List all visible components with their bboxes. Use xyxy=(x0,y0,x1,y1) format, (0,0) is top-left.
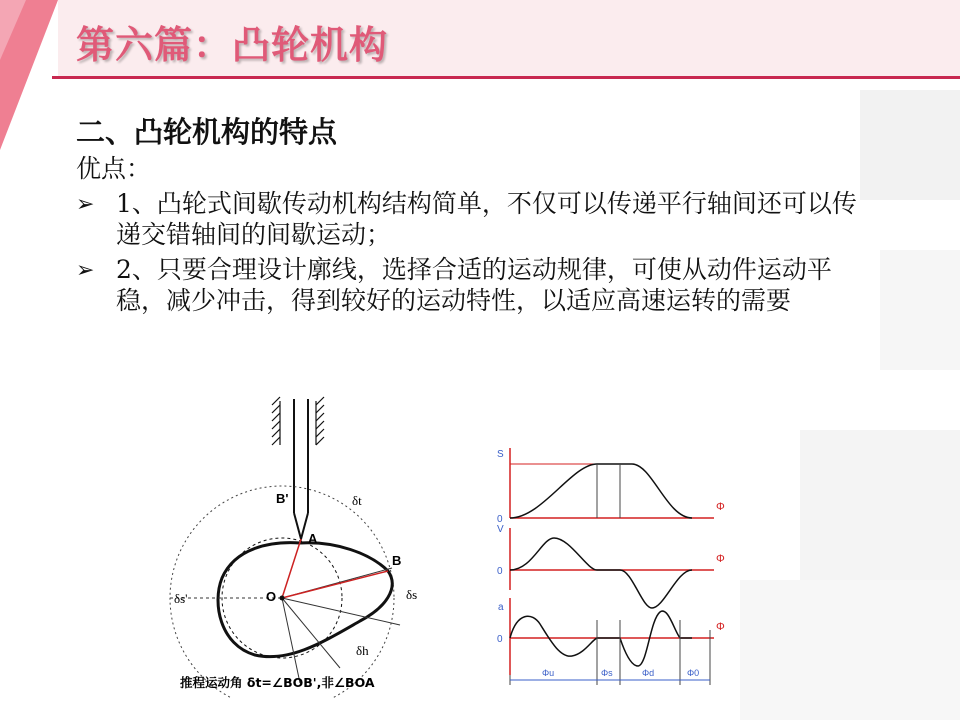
phi-d-label: Φd xyxy=(642,668,655,678)
cam-caption: 推程运动角 δt=∠BOB',非∠BOA xyxy=(180,675,375,690)
zero-label: 0 xyxy=(497,514,503,525)
gray-tile xyxy=(880,250,960,370)
arrow-bullet-icon: ➢ xyxy=(76,258,95,283)
label-delta-s: δs xyxy=(406,587,418,602)
bullet-text: 2、只要合理设计廓线，选择合适的运动规律，可使从动件运动平稳，减少冲击，得到较好的运动特性，以适应高速运转的需要 xyxy=(116,255,832,315)
motion-curves-diagram xyxy=(492,440,732,690)
cam-mechanism-diagram xyxy=(160,393,460,698)
arrow-bullet-icon: ➢ xyxy=(76,192,95,217)
phi-s-label: Φs xyxy=(601,668,613,678)
zero-label: 0 xyxy=(497,566,503,577)
zero-label: 0 xyxy=(497,634,503,645)
a-axis-label: a xyxy=(498,602,504,613)
list-item xyxy=(76,254,876,316)
label-b-prime: B' xyxy=(276,491,289,506)
advantages-label: 优点： xyxy=(76,154,152,183)
phi-label: Φ xyxy=(716,553,725,565)
label-a: A xyxy=(308,531,318,546)
list-item xyxy=(76,188,876,250)
phi-u-label: Φu xyxy=(542,668,555,678)
section-title: 二、凸轮机构的特点 xyxy=(76,115,338,149)
label-delta-t: δt xyxy=(352,493,362,508)
label-delta-s-prime: δs' xyxy=(174,591,188,606)
label-delta-h: δh xyxy=(356,643,369,658)
slide-title: 第六篇：凸轮机构 xyxy=(76,23,389,67)
phi-label: Φ xyxy=(716,621,725,633)
label-b: B xyxy=(392,553,402,568)
phi-label: Φ xyxy=(716,501,725,513)
gray-tile xyxy=(800,430,960,580)
label-o: O xyxy=(266,589,277,604)
title-underline xyxy=(52,76,960,79)
slide-content xyxy=(76,112,876,320)
phi-0-label: Φ0 xyxy=(687,668,700,678)
gray-tile xyxy=(740,580,960,720)
bullet-text: 1、凸轮式间歇传动机构结构简单，不仅可以传递平行轴间还可以传递交错轴间的间歇运动； xyxy=(116,189,857,249)
v-axis-label: V xyxy=(497,524,504,535)
advantages-list xyxy=(76,188,876,316)
s-axis-label: S xyxy=(497,449,504,460)
center-point xyxy=(280,596,285,601)
